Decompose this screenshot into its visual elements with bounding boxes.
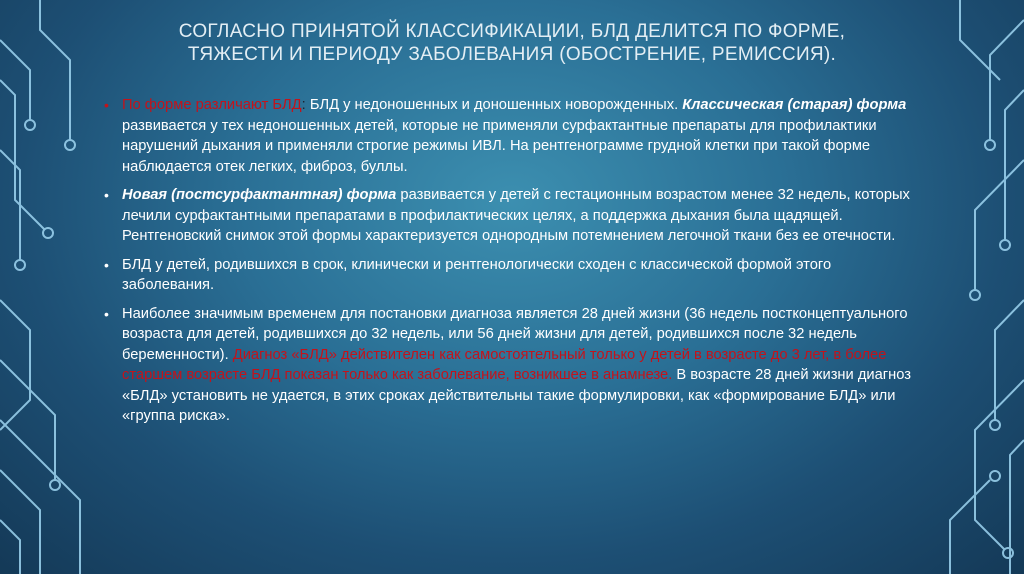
slide-content (104, 95, 914, 435)
bullet-marker: • (104, 187, 109, 203)
diagnosis-text-1: Наиболее значимым временем для постановки диагноза является 28 дней жизни (36 недель постконцептуального возраста для детей, родившихся до 32 недель, или 56 дней жизни для детей, родившихся после 32 недель беременности). (122, 305, 908, 363)
bullet-marker: • (104, 256, 109, 273)
left-circuit-nodes (15, 120, 75, 490)
bullet-marker: • (104, 97, 109, 113)
forms-text-2: развивается у тех недоношенных детей, которые не применяли сурфактантные препараты для профилактики нарушений дыхания и применяли строгие режимы ИВЛ. На рентгенограмме грудной клетки при такой форме наблюдается отек легких, фиброз, буллы. (122, 117, 877, 175)
forms-text-1: БЛД у недоношенных и доношенных новорожденных. (305, 97, 679, 113)
diagnosis-text-2: В возрасте 28 дней жизни диагноз «БЛД» установить не удается, в этих сроках действительны такие формулировки, как «формирование БЛД» или «группа риска». (122, 367, 911, 424)
classic-form-emphasis: Классическая (старая) форма (682, 97, 907, 113)
bullet-item-term-infants (104, 255, 914, 296)
right-circuit-nodes (970, 140, 1013, 558)
bullet-item-forms (104, 95, 914, 177)
forms-lead: По форме различают БЛД (122, 97, 302, 113)
forms-colon: : (301, 97, 306, 113)
bullet-marker: • (104, 305, 109, 322)
slide-title: СОГЛАСНО ПРИНЯТОЙ КЛАССИФИКАЦИИ, БЛД ДЕЛИТСЯ ПО ФОРМЕ, ТЯЖЕСТИ И ПЕРИОДУ ЗАБОЛЕВАНИЯ (ОБОСТРЕНИЕ, РЕМИССИЯ). (178, 21, 846, 65)
diagnosis-red-text: Диагноз «БЛД» действителен как самостоятельный только у детей в возрасте до 3 лет, в более старшем возрасте БЛД показан только как заболевание, возникшее в анамнезе. (122, 346, 887, 383)
term-infants-text: БЛД у детей, родившихся в срок, клинически и рентгенологически сходен с классической формой этого заболевания. (122, 256, 832, 293)
left-circuit-lines (0, 0, 80, 574)
bullet-item-diagnosis (104, 304, 914, 427)
bullet-item-new-form (104, 185, 914, 247)
new-form-text: развивается у детей с гестационным возрастом менее 32 недель, которых лечили сурфактантными препаратами в профилактических целях, а поддержка дыхания была щадящей. Рентгеновский снимок этой формы характеризуется однородным потемнением легочной ткани без ее отечности. (122, 187, 910, 244)
new-form-emphasis: Новая (постсурфактантная) форма (122, 187, 397, 203)
right-circuit-lines (950, 0, 1024, 574)
